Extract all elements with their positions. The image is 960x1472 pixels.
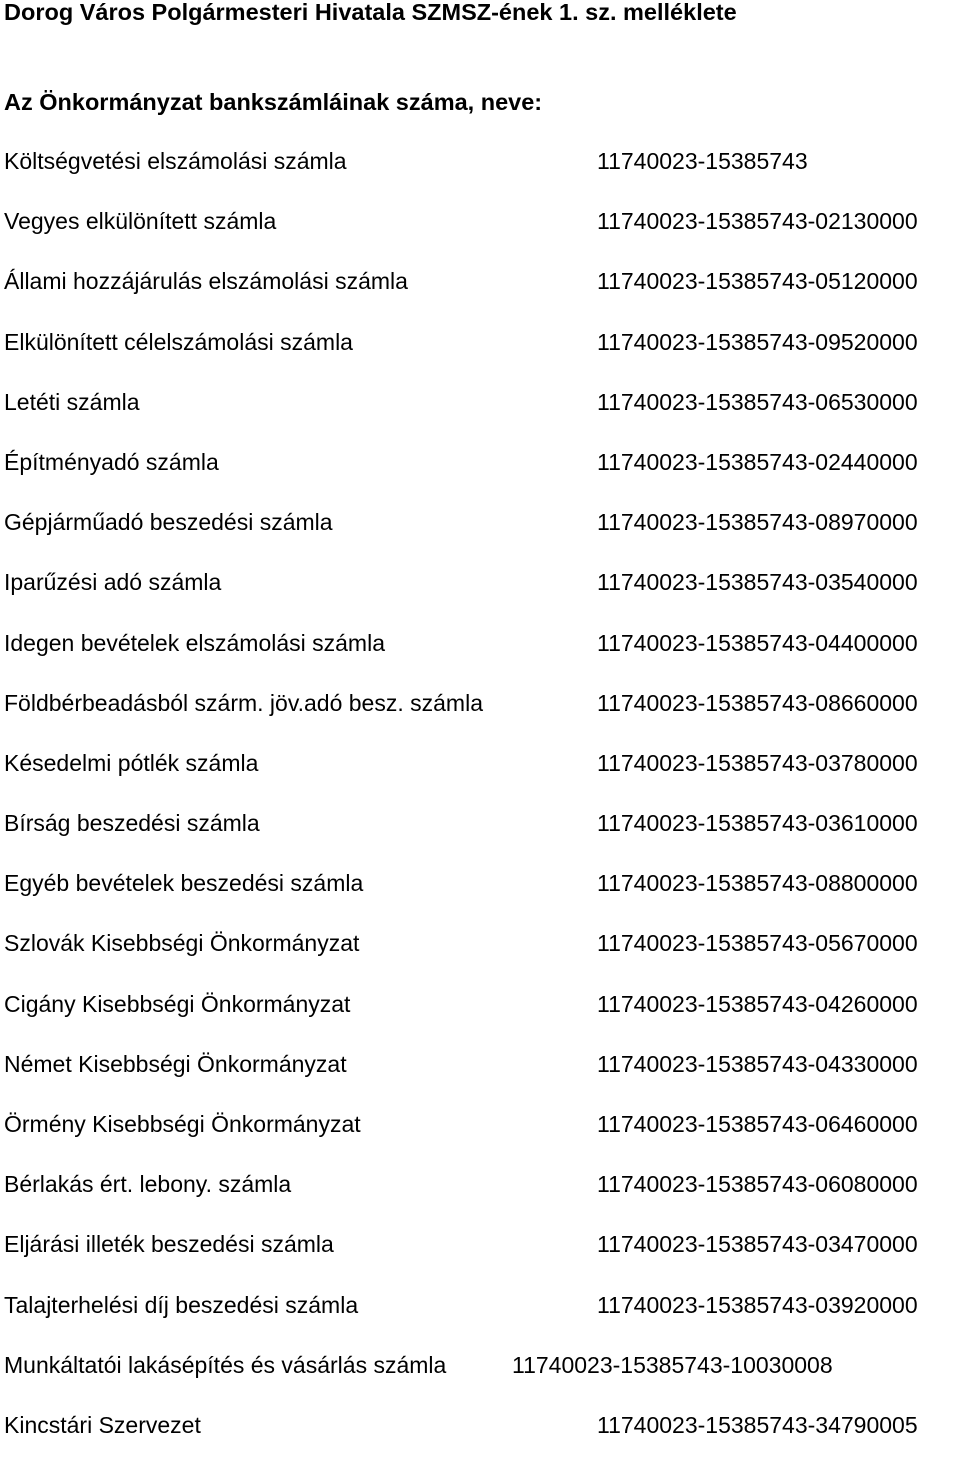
account-number: 11740023-15385743-06080000 — [597, 1171, 918, 1198]
account-row — [0, 148, 960, 208]
account-name: Német Kisebbségi Önkormányzat — [4, 1050, 347, 1077]
account-row — [0, 268, 960, 328]
account-name: Építményadó számla — [4, 448, 219, 475]
account-number: 11740023-15385743-05670000 — [597, 930, 918, 957]
account-number: 11740023-15385743-02440000 — [597, 448, 918, 475]
account-name: Talajterhelési díj beszedési számla — [4, 1291, 359, 1318]
account-number: 11740023-15385743-08970000 — [597, 509, 918, 536]
account-row — [0, 630, 960, 690]
account-number: 11740023-15385743-02130000 — [597, 208, 918, 235]
section-title: Az Önkormányzat bankszámláinak száma, neve: — [4, 89, 543, 115]
account-name: Egyéb bevételek beszedési számla — [4, 870, 364, 897]
account-name: Cigány Kisebbségi Önkormányzat — [4, 990, 351, 1017]
account-row — [0, 690, 960, 750]
account-number: 11740023-15385743-03540000 — [597, 569, 918, 596]
account-row — [0, 930, 960, 990]
account-name: Szlovák Kisebbségi Önkormányzat — [4, 930, 360, 957]
account-number: 11740023-15385743-03610000 — [597, 810, 918, 837]
account-row — [0, 569, 960, 629]
account-row — [0, 1352, 960, 1412]
account-row — [0, 208, 960, 268]
account-name: Gépjárműadó beszedési számla — [4, 509, 333, 536]
account-row — [0, 991, 960, 1051]
account-name: Bérlakás ért. lebony. számla — [4, 1171, 292, 1198]
account-number: 11740023-15385743-10030008 — [512, 1351, 833, 1378]
account-number: 11740023-15385743-08800000 — [597, 870, 918, 897]
account-number: 11740023-15385743-05120000 — [597, 268, 918, 295]
account-row — [0, 509, 960, 569]
account-name: Munkáltatói lakásépítés és vásárlás számla — [4, 1351, 447, 1378]
account-name: Letéti számla — [4, 388, 140, 415]
account-number: 11740023-15385743-06530000 — [597, 388, 918, 415]
account-number: 11740023-15385743-03780000 — [597, 749, 918, 776]
account-name: Késedelmi pótlék számla — [4, 749, 259, 776]
account-row — [0, 810, 960, 870]
account-name: Bírság beszedési számla — [4, 810, 260, 837]
account-name: Földbérbeadásból szárm. jöv.adó besz. számla — [4, 689, 483, 716]
account-name: Iparűzési adó számla — [4, 569, 222, 596]
account-row — [0, 1292, 960, 1352]
account-list — [0, 148, 960, 1472]
account-row — [0, 329, 960, 389]
account-row — [0, 750, 960, 810]
account-row — [0, 389, 960, 449]
account-number: 11740023-15385743-09520000 — [597, 328, 918, 355]
account-name: Költségvetési elszámolási számla — [4, 148, 347, 174]
account-number: 11740023-15385743-34790005 — [597, 1411, 918, 1438]
account-number: 11740023-15385743-04260000 — [597, 990, 918, 1017]
account-row — [0, 1051, 960, 1111]
account-number: 11740023-15385743-03470000 — [597, 1231, 918, 1258]
account-row — [0, 449, 960, 509]
header-title: Dorog Város Polgármesteri Hivatala SZMSZ-ének 1. sz. melléklete — [4, 0, 737, 25]
account-name: Vegyes elkülönített számla — [4, 208, 277, 235]
account-row — [0, 1412, 960, 1472]
account-name: Idegen bevételek elszámolási számla — [4, 629, 385, 656]
account-number: 11740023-15385743-03920000 — [597, 1291, 918, 1318]
account-name: Eljárási illeték beszedési számla — [4, 1231, 334, 1258]
account-number: 11740023-15385743-08660000 — [597, 689, 918, 716]
account-name: Örmény Kisebbségi Önkormányzat — [4, 1111, 361, 1137]
account-number: 11740023-15385743-04400000 — [597, 629, 918, 656]
account-row — [0, 870, 960, 930]
account-row — [0, 1111, 960, 1171]
account-row — [0, 1231, 960, 1291]
account-name: Elkülönített célelszámolási számla — [4, 328, 353, 355]
account-name: Állami hozzájárulás elszámolási számla — [4, 268, 408, 295]
account-number: 11740023-15385743-06460000 — [597, 1111, 918, 1137]
account-number: 11740023-15385743 — [597, 148, 808, 174]
account-name: Kincstári Szervezet — [4, 1411, 201, 1438]
account-number: 11740023-15385743-04330000 — [597, 1050, 918, 1077]
account-row — [0, 1171, 960, 1231]
